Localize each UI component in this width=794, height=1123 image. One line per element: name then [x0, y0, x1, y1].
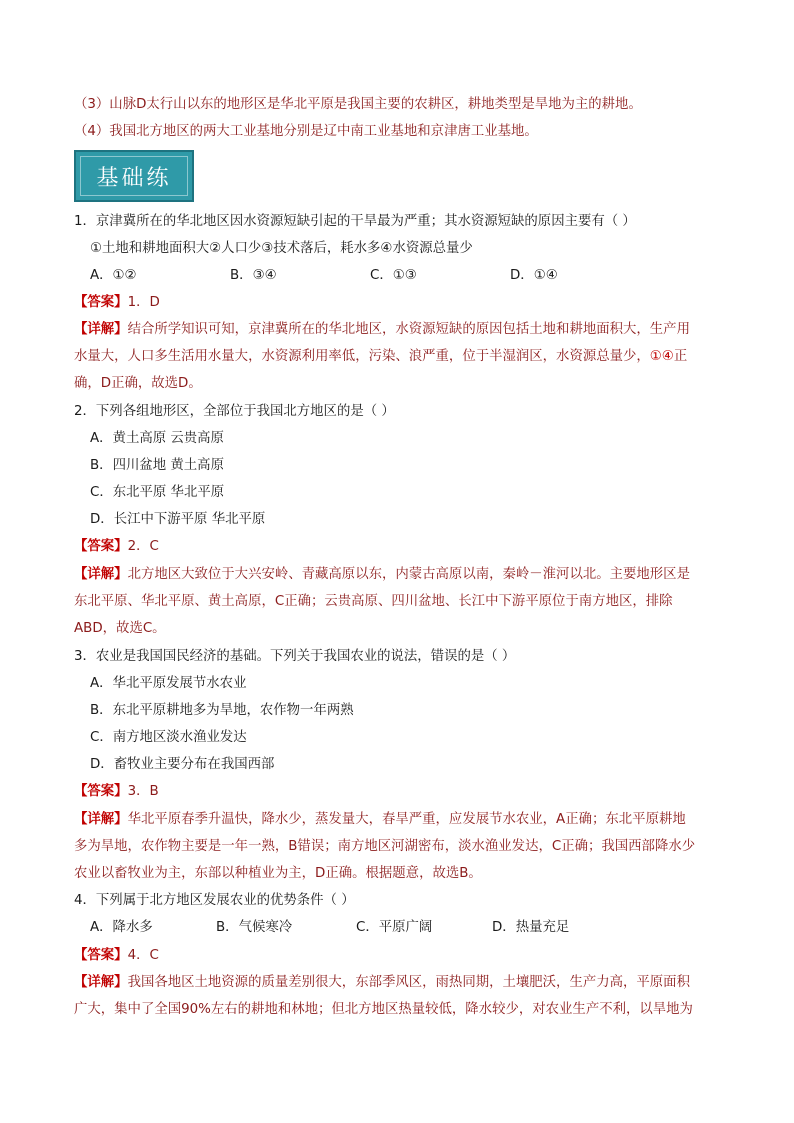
q1-detail-text-2c: 正 — [673, 349, 688, 364]
q1-detail-line-1 — [74, 320, 690, 340]
q1-answer — [74, 293, 160, 313]
q2-stem: 2．下列各组地形区，全部位于我国北方地区的是（ ） — [74, 404, 395, 419]
q3-detail-text-1: 华北平原春季升温快，降水少，蒸发量大，春旱严重，应发展节水农业，A正确；东北平原耕地 — [127, 812, 686, 827]
q2-option-b: B．四川盆地 黄土高原 — [90, 458, 224, 473]
q3-detail-line-3: 农业以畜牧业为主，东部以种植业为主，D正确。根据题意，故选B。 — [74, 866, 482, 881]
q3-detail-line-2: 多为旱地，农作物主要是一年一熟，B错误；南方地区河湖密布，淡水渔业发达，C正确；我国西部降水少 — [74, 839, 696, 854]
q4-option-b: B．气候寒冷 — [216, 920, 293, 935]
answer-label: 【答案】 — [74, 784, 128, 799]
intro-paragraph-4: （4）我国北方地区的两大工业基地分别是辽中南工业基地和京津唐工业基地。 — [74, 124, 538, 139]
answer-label: 【答案】 — [74, 539, 128, 554]
q4-detail-text-1: 我国各地区土地资源的质量差别很大，东部季风区，雨热同期，土壤肥沃，生产力高，平原面积 — [127, 975, 690, 990]
q2-detail-line-3: ABD，故选C。 — [74, 621, 166, 636]
q2-detail-line-1 — [74, 565, 690, 585]
q4-answer-text: 4．C — [127, 948, 159, 963]
q3-option-a: A．华北平原发展节水农业 — [90, 676, 247, 691]
q3-answer — [74, 782, 159, 802]
detail-label: 【详解】 — [74, 812, 128, 827]
section-badge-label: 基础练 — [96, 165, 172, 191]
q4-options — [90, 918, 569, 938]
q1-option-d: D．①④ — [510, 268, 558, 283]
q1-sub-statements: ①土地和耕地面积大②人口少③技术落后，耗水多④水资源总量少 — [90, 241, 473, 256]
q1-option-b: B．③④ — [230, 268, 277, 283]
q2-detail-line-2: 东北平原、华北平原、黄土高原，C正确；云贵高原、四川盆地、长江中下游平原位于南方地区，排除 — [74, 594, 673, 609]
q3-detail-line-1 — [74, 810, 686, 830]
intro-paragraph-3: （3）山脉D太行山以东的地形区是华北平原是我国主要的农耕区，耕地类型是旱地为主的耕地。 — [74, 97, 642, 112]
q3-option-b: B．东北平原耕地多为旱地，农作物一年两熟 — [90, 703, 354, 718]
q4-detail-line-2: 广大，集中了全国90%左右的耕地和林地；但北方地区热量较低，降水较少，对农业生产不利，以旱地为 — [74, 1002, 693, 1017]
q2-option-c: C．东北平原 华北平原 — [90, 485, 225, 500]
q2-option-a: A．黄土高原 云贵高原 — [90, 431, 224, 446]
q2-answer — [74, 537, 159, 557]
q3-option-d: D．畜牧业主要分布在我国西部 — [90, 757, 275, 772]
detail-label: 【详解】 — [74, 567, 128, 582]
answer-label: 【答案】 — [74, 948, 128, 963]
q4-option-a: A．降水多 — [90, 920, 153, 935]
q2-answer-text: 2．C — [127, 539, 159, 554]
answer-label: 【答案】 — [74, 295, 128, 310]
q4-stem: 4．下列属于北方地区发展农业的优势条件（ ） — [74, 893, 355, 908]
q3-answer-text: 3．B — [127, 784, 159, 799]
q3-option-c: C．南方地区淡水渔业发达 — [90, 730, 247, 745]
q1-stem: 1．京津冀所在的华北地区因水资源短缺引起的干旱最为严重；其水资源短缺的原因主要有（ ） — [74, 214, 636, 229]
q2-option-d: D．长江中下游平原 华北平原 — [90, 512, 266, 527]
badge-inner-border — [80, 156, 188, 196]
q1-answer-text: 1．D — [127, 295, 160, 310]
q4-answer — [74, 946, 159, 966]
q3-stem: 3．农业是我国国民经济的基础。下列关于我国农业的说法，错误的是（ ） — [74, 649, 516, 664]
q1-detail-line-2 — [74, 347, 687, 367]
q1-detail-circled: ①④ — [649, 349, 674, 364]
detail-label: 【详解】 — [74, 322, 128, 337]
section-badge — [74, 150, 194, 202]
q1-detail-line-3: 确，D正确，故选D。 — [74, 376, 202, 391]
q1-options — [90, 266, 558, 286]
q4-option-c: C．平原广阔 — [356, 920, 433, 935]
q1-detail-text-2: 水量大，人口多生活用水量大，水资源利用率低，污染、浪严重，位于半湿润区，水资源总量少， — [74, 349, 650, 364]
q1-option-c: C．①③ — [370, 268, 417, 283]
detail-label: 【详解】 — [74, 975, 128, 990]
q1-detail-text-1: 结合所学知识可知，京津冀所在的华北地区，水资源短缺的原因包括土地和耕地面积大，生产用 — [127, 322, 690, 337]
q1-option-a: A．①② — [90, 268, 137, 283]
q4-option-d: D．热量充足 — [492, 920, 570, 935]
q4-detail-line-1 — [74, 973, 690, 993]
q2-detail-text-1: 北方地区大致位于大兴安岭、青藏高原以东，内蒙古高原以南，秦岭－淮河以北。主要地形区是 — [127, 567, 690, 582]
